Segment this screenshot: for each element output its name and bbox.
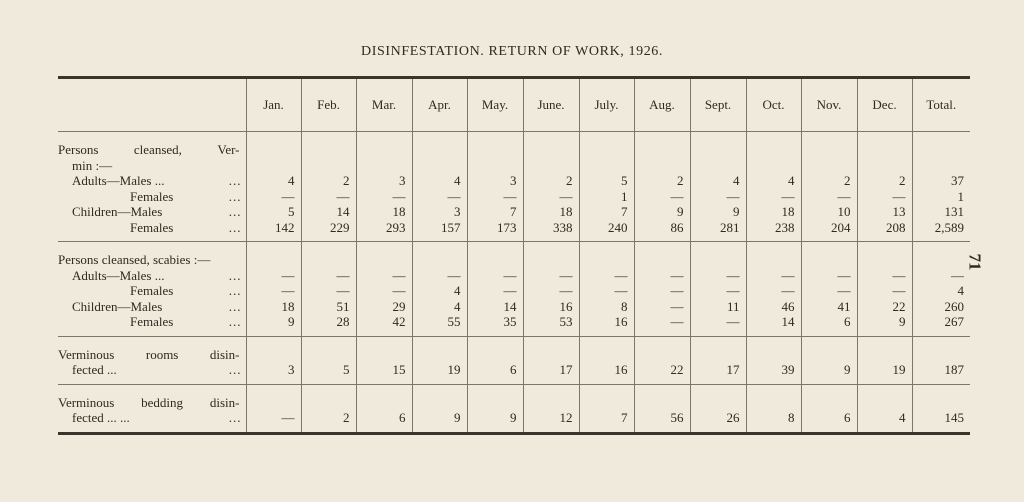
cell-value: 4 — [899, 410, 906, 425]
leader-dots: ... — [228, 314, 242, 329]
cell-value: 6 — [844, 314, 851, 329]
cell-value: 157 — [441, 219, 461, 235]
leader-dots: ... — [228, 283, 242, 298]
value-cell — [579, 132, 634, 242]
value-cell — [746, 132, 801, 242]
cell-value: — — [503, 188, 517, 204]
cell-value: 16 — [614, 314, 628, 329]
col-oct: Oct. — [746, 78, 801, 132]
value-cell — [690, 384, 746, 433]
value-cell — [467, 384, 523, 433]
cell-value: 240 — [608, 219, 628, 235]
cell-value: — — [892, 283, 906, 298]
heading-word: Persons — [58, 142, 99, 157]
leader-dots: ... — [228, 219, 242, 235]
col-aug: Aug. — [634, 78, 690, 132]
value-cell — [801, 132, 857, 242]
value-cell — [857, 336, 912, 384]
row-label — [58, 299, 246, 315]
row-label-text: Females — [130, 219, 174, 235]
cell-value: — — [726, 314, 740, 329]
cell-value: — — [726, 267, 740, 283]
value-cell — [579, 242, 634, 337]
cell-value: 14 — [781, 314, 795, 329]
cell-value: 4 — [454, 283, 461, 298]
cell-value: 2 — [343, 410, 350, 425]
cell-value: 2 — [343, 173, 350, 188]
cell-value: 4 — [788, 173, 795, 188]
value-cell — [523, 384, 579, 433]
cell-value: 9 — [844, 362, 851, 377]
cell-value: 16 — [559, 298, 573, 314]
cell-value: 281 — [720, 219, 740, 235]
col-nov: Nov. — [801, 78, 857, 132]
row-label-text: Females — [130, 283, 174, 298]
row-label — [58, 173, 246, 189]
cell-value: 55 — [447, 314, 461, 329]
page-number: 71 — [965, 253, 985, 271]
cell-value: — — [892, 188, 906, 204]
cell-value: — — [336, 283, 350, 298]
heading-word: Verminous — [58, 346, 115, 362]
cell-value: — — [614, 283, 628, 298]
cell-value: 17 — [559, 362, 573, 377]
row-label-text: Children—Males — [72, 204, 163, 219]
row-label — [58, 220, 246, 236]
cell-value: 142 — [275, 219, 295, 235]
row-group — [58, 242, 970, 337]
cell-value: 4 — [454, 298, 461, 314]
col-mar: Mar. — [356, 78, 412, 132]
cell-value: — — [281, 283, 295, 298]
heading-word: disin- — [209, 394, 240, 410]
value-cell — [912, 336, 970, 384]
group-heading: Persons cleansed, scabies :— — [58, 252, 211, 267]
cell-value: 22 — [892, 298, 906, 314]
cell-value: — — [336, 267, 350, 283]
cell-value: — — [670, 267, 684, 283]
value-cell — [412, 336, 467, 384]
cell-value: 204 — [831, 219, 851, 235]
cell-value: 9 — [288, 314, 295, 329]
group-heading-cont: min :— — [72, 157, 113, 173]
cell-value: 19 — [892, 362, 906, 377]
cell-value: — — [281, 188, 295, 204]
cell-value: 3 — [399, 173, 406, 188]
heading-word: Verminous — [58, 394, 115, 410]
row-label-cell — [58, 384, 246, 433]
cell-value: — — [336, 188, 350, 204]
col-apr: Apr. — [412, 78, 467, 132]
group-heading — [58, 395, 246, 411]
value-cell — [356, 242, 412, 337]
cell-value: — — [837, 267, 851, 283]
cell-value: 7 — [621, 410, 628, 425]
value-cell — [690, 242, 746, 337]
cell-value: 5 — [288, 204, 295, 219]
cell-value: 12 — [559, 410, 573, 425]
cell-value: 145 — [944, 410, 964, 425]
value-cell — [356, 132, 412, 242]
value-cell — [246, 132, 301, 242]
cell-value: 6 — [844, 410, 851, 425]
cell-value: 9 — [454, 410, 461, 425]
cell-value: 51 — [336, 298, 350, 314]
col-sept: Sept. — [690, 78, 746, 132]
cell-value: — — [447, 188, 461, 204]
row-label-text: Adults—Males ... — [72, 173, 165, 188]
value-cell — [579, 384, 634, 433]
cell-value: 173 — [497, 219, 517, 235]
col-dec: Dec. — [857, 78, 912, 132]
cell-value: 8 — [788, 410, 795, 425]
value-cell — [912, 242, 970, 337]
cell-value: 7 — [510, 204, 517, 219]
cell-value: — — [670, 283, 684, 298]
value-cell — [801, 384, 857, 433]
row-label-cell — [58, 132, 246, 242]
cell-value: 18 — [392, 204, 406, 219]
value-cell — [801, 242, 857, 337]
cell-value: 338 — [553, 219, 573, 235]
cell-value: 187 — [944, 362, 964, 377]
cell-value: — — [392, 283, 406, 298]
cell-value: 86 — [670, 219, 684, 235]
leader-dots: ... — [228, 362, 242, 377]
cell-value: — — [559, 283, 573, 298]
value-cell — [634, 384, 690, 433]
cell-value: — — [392, 188, 406, 204]
row-label-text: Adults—Males ... — [72, 267, 165, 283]
cell-value: 229 — [330, 219, 350, 235]
value-cell — [467, 336, 523, 384]
value-cell — [467, 132, 523, 242]
cell-value: — — [837, 283, 851, 298]
row-label — [58, 189, 246, 205]
cell-value: — — [503, 267, 517, 283]
cell-value: 293 — [386, 219, 406, 235]
cell-value: — — [837, 188, 851, 204]
col-total: Total. — [912, 78, 970, 132]
cell-value: 4 — [733, 173, 740, 188]
cell-value: — — [281, 267, 295, 283]
value-cell — [523, 336, 579, 384]
cell-value: — — [447, 267, 461, 283]
return-of-work-table — [58, 76, 970, 435]
cell-value: 37 — [951, 173, 964, 188]
cell-value: 19 — [447, 362, 461, 377]
value-cell — [634, 336, 690, 384]
cell-value: 9 — [733, 204, 740, 219]
cell-value: 267 — [944, 314, 964, 329]
value-cell — [857, 384, 912, 433]
cell-value: 18 — [559, 204, 573, 219]
value-cell — [412, 132, 467, 242]
cell-value: — — [781, 188, 795, 204]
cell-value: 18 — [281, 298, 295, 314]
cell-value: 3 — [454, 204, 461, 219]
heading-word: Ver- — [217, 142, 240, 157]
row-label-text: Children—Males — [72, 298, 163, 314]
col-feb: Feb. — [301, 78, 356, 132]
value-cell — [301, 132, 356, 242]
row-label-cell — [58, 336, 246, 384]
heading-word: bedding — [141, 394, 184, 410]
row-label — [58, 283, 246, 299]
cell-value: 46 — [781, 298, 795, 314]
cell-value: 1 — [621, 188, 628, 204]
cell-value: 2,589 — [934, 219, 964, 235]
cell-value: 4 — [288, 173, 295, 188]
row-label-text: Females — [130, 188, 174, 204]
group-heading — [58, 142, 246, 158]
row-label-text: fected ... ... — [72, 410, 130, 425]
value-cell — [634, 242, 690, 337]
cell-value: 35 — [503, 314, 517, 329]
cell-value: 3 — [288, 362, 295, 377]
value-cell — [523, 132, 579, 242]
value-cell — [746, 384, 801, 433]
value-cell — [579, 336, 634, 384]
value-cell — [356, 384, 412, 433]
leader-dots: ... — [228, 298, 242, 314]
row-label — [58, 362, 246, 378]
value-cell — [801, 336, 857, 384]
cell-value: 4 — [957, 283, 964, 298]
cell-value: 10 — [837, 204, 851, 219]
cell-value: 238 — [775, 219, 795, 235]
row-group — [58, 384, 970, 433]
cell-value: 260 — [944, 298, 964, 314]
cell-value: 28 — [336, 314, 350, 329]
col-jan: Jan. — [246, 78, 301, 132]
cell-value: 8 — [621, 298, 628, 314]
col-may: May. — [467, 78, 523, 132]
cell-value: 9 — [677, 204, 684, 219]
cell-value: 42 — [392, 314, 406, 329]
value-cell — [246, 384, 301, 433]
cell-value: 22 — [670, 362, 684, 377]
row-label — [58, 204, 246, 220]
row-label — [58, 268, 246, 284]
cell-value: — — [392, 267, 406, 283]
row-label — [58, 314, 246, 330]
cell-value: 5 — [621, 173, 628, 188]
value-cell — [690, 336, 746, 384]
cell-value: — — [670, 314, 684, 329]
value-cell — [412, 242, 467, 337]
leader-dots: ... — [228, 188, 242, 204]
row-label-cell — [58, 242, 246, 337]
value-cell — [912, 384, 970, 433]
value-cell — [246, 242, 301, 337]
col-june: June. — [523, 78, 579, 132]
cell-value: 2 — [844, 173, 851, 188]
cell-value: 15 — [392, 362, 406, 377]
cell-value: — — [670, 298, 684, 314]
cell-value: — — [559, 188, 573, 204]
cell-value: — — [281, 410, 295, 425]
cell-value: 4 — [454, 173, 461, 188]
cell-value: 18 — [781, 204, 795, 219]
row-label-text: Females — [130, 314, 174, 329]
cell-value: 3 — [510, 173, 517, 188]
heading-word: rooms — [145, 346, 179, 362]
cell-value: 2 — [566, 173, 573, 188]
group-heading — [58, 347, 246, 363]
row-group — [58, 336, 970, 384]
row-label-text: fected ... — [72, 362, 117, 377]
value-cell — [912, 132, 970, 242]
heading-word: disin- — [209, 346, 240, 362]
cell-value: 208 — [886, 219, 906, 235]
leader-dots: ... — [228, 267, 242, 283]
value-cell — [467, 242, 523, 337]
value-cell — [301, 384, 356, 433]
value-cell — [634, 132, 690, 242]
cell-value: 9 — [510, 410, 517, 425]
cell-value: 39 — [781, 362, 795, 377]
value-cell — [301, 336, 356, 384]
cell-value: — — [892, 267, 906, 283]
cell-value: 2 — [899, 173, 906, 188]
cell-value: — — [559, 267, 573, 283]
cell-value: 17 — [726, 362, 740, 377]
cell-value: 26 — [726, 410, 740, 425]
value-cell — [746, 336, 801, 384]
cell-value: — — [781, 267, 795, 283]
cell-value: 56 — [670, 410, 684, 425]
cell-value: — — [726, 188, 740, 204]
value-cell — [690, 132, 746, 242]
value-cell — [412, 384, 467, 433]
cell-value: 9 — [899, 314, 906, 329]
cell-value: 41 — [837, 298, 851, 314]
value-cell — [356, 336, 412, 384]
cell-value: — — [726, 283, 740, 298]
page-title: DISINFESTATION. RETURN OF WORK, 1926. — [361, 44, 663, 59]
col-july: July. — [579, 78, 634, 132]
cell-value: 7 — [621, 204, 628, 219]
cell-value: 14 — [503, 298, 517, 314]
cell-value: 53 — [559, 314, 573, 329]
cell-value: 13 — [892, 204, 906, 219]
cell-value: 29 — [392, 298, 406, 314]
value-cell — [246, 336, 301, 384]
value-cell — [857, 242, 912, 337]
cell-value: 5 — [343, 362, 350, 377]
cell-value: 11 — [726, 298, 740, 314]
leader-dots: ... — [228, 410, 242, 425]
cell-value: 14 — [336, 204, 350, 219]
cell-value: 131 — [944, 204, 964, 219]
leader-dots: ... — [228, 173, 242, 188]
cell-value: 6 — [510, 362, 517, 377]
heading-word: cleansed, — [133, 142, 182, 157]
header-row — [58, 78, 970, 132]
cell-value: — — [503, 283, 517, 298]
cell-value: 16 — [614, 362, 628, 377]
cell-value: — — [951, 267, 964, 283]
value-cell — [301, 242, 356, 337]
cell-value: 6 — [399, 410, 406, 425]
leader-dots: ... — [228, 204, 242, 219]
row-label — [58, 410, 246, 426]
stub-header — [58, 78, 246, 132]
row-group — [58, 132, 970, 242]
cell-value: — — [614, 267, 628, 283]
cell-value: — — [781, 283, 795, 298]
value-cell — [857, 132, 912, 242]
cell-value: — — [670, 188, 684, 204]
cell-value: 1 — [957, 188, 964, 204]
value-cell — [523, 242, 579, 337]
cell-value: 2 — [677, 173, 684, 188]
value-cell — [746, 242, 801, 337]
